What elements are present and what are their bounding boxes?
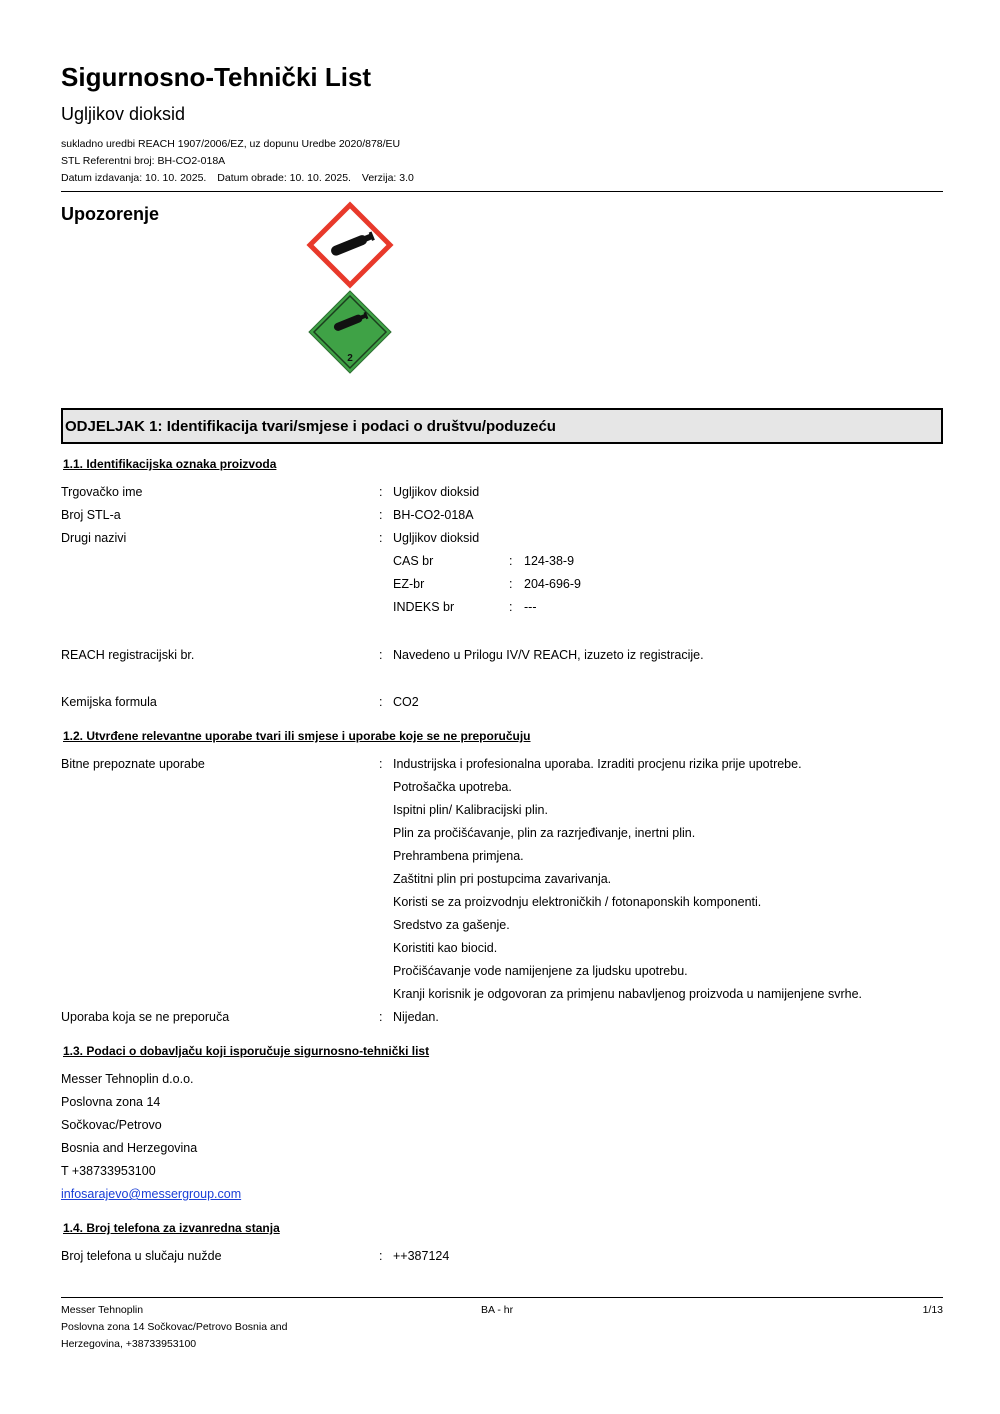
use-row <box>61 964 943 982</box>
footer-divider <box>61 1297 943 1298</box>
formula-row: Kemijska formula : CO2 <box>61 695 419 709</box>
footer-address: Poslovna zona 14 Sočkovac/Petrovo Bosnia and Herzegovina, +38733953100 <box>61 1321 288 1350</box>
adr-class-number: 2 <box>347 353 353 364</box>
stl-number-value: BH-CO2-018A <box>393 508 474 522</box>
revision-date: Datum obrade: 10. 10. 2025. <box>217 172 351 184</box>
supplier-phone: T +38733953100 <box>61 1164 156 1178</box>
page-number: 1/13 <box>922 1304 943 1316</box>
use-item: Industrijska i profesionalna uporaba. Izraditi procjenu rizika prije upotrebe. <box>393 757 802 771</box>
use-row <box>61 826 943 844</box>
version: Verzija: 3.0 <box>361 172 414 184</box>
date-line <box>61 172 414 184</box>
use-item: Pročišćavanje vode namijenjene za ljudsku upotrebu. <box>393 964 688 978</box>
use-item: Kranji korisnik je odgovoran za primjenu nabavljenog proizvoda u namijenjene svrhe. <box>393 987 863 1001</box>
use-row <box>61 941 943 959</box>
supplier-email-link[interactable]: infosarajevo@messergroup.com <box>61 1187 242 1201</box>
header-divider <box>61 191 943 192</box>
subsection-1-4-heading: 1.4. Broj telefona za izvanredna stanja <box>63 1221 280 1235</box>
regulation-text: sukladno uredbi REACH 1907/2006/EZ, uz dopunu Uredbe 2020/878/EU <box>61 138 401 150</box>
stl-number-row: Broj STL-a : BH-CO2-018A <box>61 508 474 522</box>
subsection-1-1-heading: 1.1. Identifikacijska oznaka proizvoda <box>63 457 277 471</box>
emergency-phone-value: ++387124 <box>393 1249 450 1263</box>
other-names-value: Ugljikov dioksid <box>393 531 480 545</box>
use-item: Ispitni plin/ Kalibracijski plin. <box>393 803 548 817</box>
footer-left <box>61 1302 321 1353</box>
formula-value: CO2 <box>393 695 419 709</box>
use-row <box>61 895 943 913</box>
issue-date: Datum izdavanja: 10. 10. 2025. <box>61 172 207 184</box>
use-item: Prehrambena primjena. <box>393 849 524 863</box>
cas-value: 124-38-9 <box>524 554 575 568</box>
supplier-company: Messer Tehnoplin d.o.o. <box>61 1072 194 1086</box>
subsection-1-3-heading: 1.3. Podaci o dobavljaču koji isporučuje sigurnosno-tehnički list <box>63 1044 430 1058</box>
adr-class-2-gas-icon <box>306 288 394 376</box>
signal-word: Upozorenje <box>61 204 160 224</box>
footer-company: Messer Tehnoplin <box>61 1304 144 1316</box>
use-item: Plin za pročišćavanje, plin za razrjeđivanje, inertni plin. <box>393 826 696 840</box>
trade-name-row: Trgovačko ime : Ugljikov dioksid <box>61 485 480 499</box>
use-row <box>61 918 943 936</box>
other-names-row: Drugi nazivi : Ugljikov dioksid <box>61 531 480 545</box>
footer-language: BA - hr <box>481 1304 514 1316</box>
use-item: Sredstvo za gašenje. <box>393 918 510 932</box>
use-row <box>61 987 943 1005</box>
ez-value: 204-696-9 <box>524 577 581 591</box>
trade-name-value: Ugljikov dioksid <box>393 485 480 499</box>
emergency-phone-row: Broj telefona u slučaju nužde : ++387124 <box>61 1249 450 1263</box>
use-row <box>61 872 943 890</box>
identified-uses-row: Bitne prepoznate uporabe : Industrijska i profesionalna uporaba. Izraditi procjenu rizika prije upotrebe. <box>61 757 802 771</box>
use-item: Koristiti kao biocid. <box>393 941 498 955</box>
use-row <box>61 803 943 821</box>
reach-row: REACH registracijski br. : Navedeno u Prilogu IV/V REACH, izuzeto iz registracije. <box>61 648 704 662</box>
subsection-1-2-heading: 1.2. Utvrđene relevantne uporabe tvari ili smjese i uporabe koje se ne preporučuju <box>63 729 531 743</box>
index-row: INDEKS br : --- <box>393 600 537 614</box>
product-name: Ugljikov dioksid <box>61 104 186 124</box>
cas-row: CAS br : 124-38-9 <box>393 554 575 568</box>
use-row <box>61 849 943 867</box>
use-item: Zaštitni plin pri postupcima zavarivanja. <box>393 872 612 886</box>
document-title: Sigurnosno-Tehnički List <box>61 62 372 92</box>
not-recommended-value: Nijedan. <box>393 1010 439 1024</box>
use-item: Potrošačka upotreba. <box>393 780 512 794</box>
sds-page <box>61 0 943 1414</box>
reach-value: Navedeno u Prilogu IV/V REACH, izuzeto iz registracije. <box>393 648 704 662</box>
supplier-street: Poslovna zona 14 <box>61 1095 161 1109</box>
index-value: --- <box>524 600 537 614</box>
ez-row: EZ-br : 204-696-9 <box>393 577 581 591</box>
use-item: Koristi se za proizvodnju elektroničkih / fotonaponskih komponenti. <box>393 895 762 909</box>
section-1-header: ODJELJAK 1: Identifikacija tvari/smjese i podaci o društvu/poduzeću <box>61 408 943 444</box>
ghs04-gas-cylinder-icon <box>306 201 394 289</box>
sds-reference: STL Referentni broj: BH-CO2-018A <box>61 155 226 167</box>
not-recommended-row: Uporaba koja se ne preporuča : Nijedan. <box>61 1010 439 1024</box>
use-row <box>61 780 943 798</box>
supplier-city: Sočkovac/Petrovo <box>61 1118 162 1132</box>
supplier-country: Bosnia and Herzegovina <box>61 1141 198 1155</box>
